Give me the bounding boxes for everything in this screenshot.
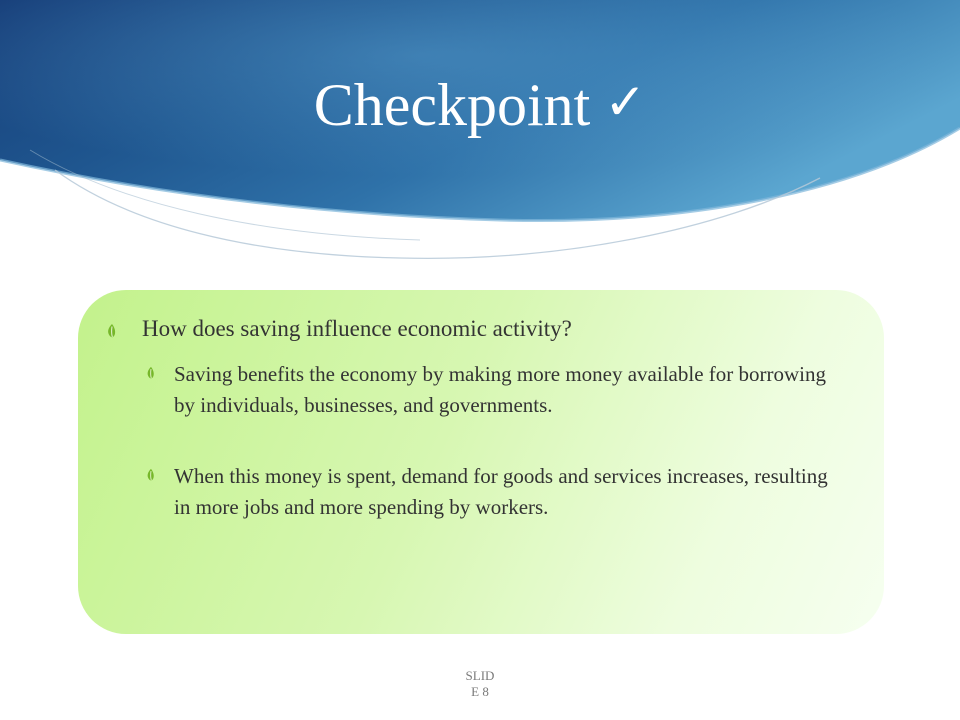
answer-text-1: Saving benefits the economy by making more money available for borrowing by individuals, businesses, and governments. bbox=[174, 362, 826, 417]
answer-bullet-2 bbox=[144, 461, 834, 523]
slide-title bbox=[0, 66, 960, 141]
leaf-bullet-icon bbox=[144, 366, 160, 380]
leaf-bullet-icon bbox=[144, 468, 160, 482]
checkmark-icon: ✓ bbox=[604, 73, 647, 131]
slide-number bbox=[450, 668, 510, 700]
question-text: How does saving influence economic activity? bbox=[142, 316, 572, 341]
slide-title-text: Checkpoint bbox=[313, 72, 591, 138]
slide-number-line-2: E 8 bbox=[471, 684, 489, 699]
question-bullet bbox=[104, 313, 844, 345]
slide-number-line-1: SLID bbox=[465, 668, 495, 683]
leaf-bullet-icon bbox=[104, 323, 124, 339]
answer-bullet-1 bbox=[144, 359, 834, 421]
answer-text-2: When this money is spent, demand for goods and services increases, resulting in more jobs and more spending by workers. bbox=[174, 464, 828, 519]
